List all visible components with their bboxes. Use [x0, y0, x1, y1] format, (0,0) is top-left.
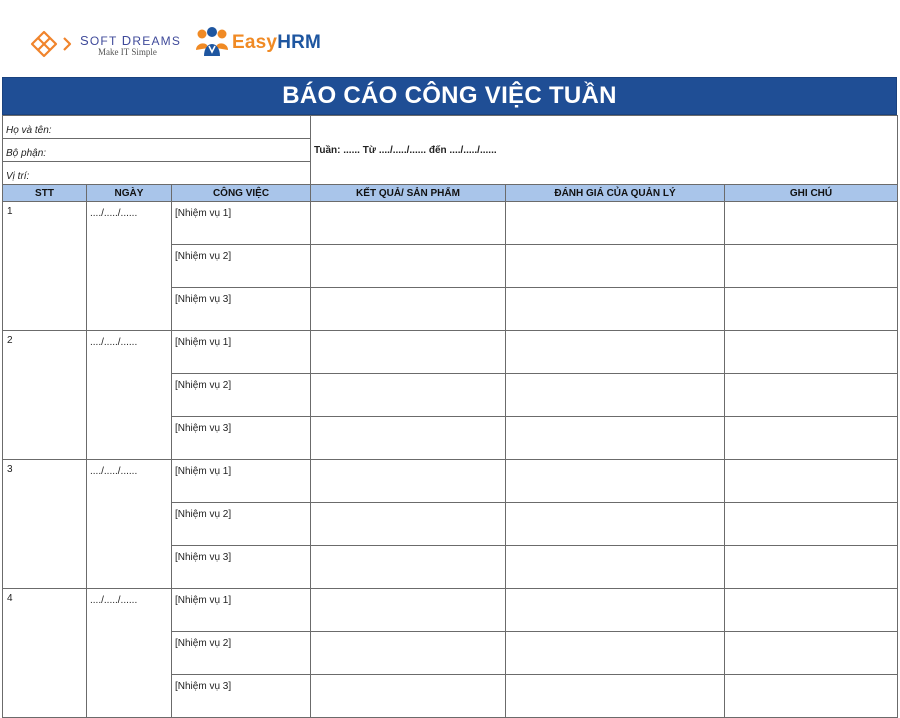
- task-cell[interactable]: [Nhiệm vụ 2]: [172, 245, 311, 288]
- table-row: [3, 460, 898, 503]
- table-row: [3, 331, 898, 374]
- manager-review-cell[interactable]: [506, 546, 725, 589]
- notes-cell[interactable]: [725, 503, 898, 546]
- column-header-date: NGÀY: [87, 185, 172, 202]
- date-cell[interactable]: ..../...../......: [87, 202, 172, 331]
- manager-review-cell[interactable]: [506, 675, 725, 718]
- result-cell[interactable]: [311, 460, 506, 503]
- softdreams-wordmark: SOFT DREAMS: [80, 33, 182, 48]
- field-position-label[interactable]: Vị trí:: [3, 162, 311, 185]
- result-cell[interactable]: [311, 245, 506, 288]
- column-header-result: KẾT QUẢ/ SẢN PHẨM: [311, 185, 506, 202]
- manager-review-cell[interactable]: [506, 589, 725, 632]
- result-cell[interactable]: [311, 417, 506, 460]
- notes-cell[interactable]: [725, 632, 898, 675]
- notes-cell[interactable]: [725, 331, 898, 374]
- field-name-label[interactable]: Họ và tên:: [3, 116, 311, 139]
- task-cell[interactable]: [Nhiệm vụ 2]: [172, 632, 311, 675]
- task-cell[interactable]: [Nhiệm vụ 1]: [172, 202, 311, 245]
- manager-review-cell[interactable]: [506, 417, 725, 460]
- stt-cell: 2: [3, 331, 87, 460]
- softdreams-slogan: Make IT Simple: [98, 47, 157, 57]
- report-title: BÁO CÁO CÔNG VIỆC TUẦN: [2, 77, 897, 115]
- task-cell[interactable]: [Nhiệm vụ 1]: [172, 589, 311, 632]
- easyhrm-wordmark: EasyHRM: [232, 32, 322, 53]
- result-cell[interactable]: [311, 675, 506, 718]
- task-cell[interactable]: [Nhiệm vụ 3]: [172, 417, 311, 460]
- notes-cell[interactable]: [725, 202, 898, 245]
- table-row: [3, 589, 898, 632]
- task-cell[interactable]: [Nhiệm vụ 2]: [172, 503, 311, 546]
- date-cell[interactable]: ..../...../......: [87, 460, 172, 589]
- field-department-label[interactable]: Bộ phận:: [3, 139, 311, 162]
- result-cell[interactable]: [311, 331, 506, 374]
- stt-cell: 3: [3, 460, 87, 589]
- week-range-field[interactable]: Tuần: ...... Từ ..../...../...... đến ..../...../......: [311, 116, 898, 185]
- manager-review-cell[interactable]: [506, 331, 725, 374]
- stt-cell: 1: [3, 202, 87, 331]
- manager-review-cell[interactable]: [506, 503, 725, 546]
- table-row: [3, 202, 898, 245]
- result-cell[interactable]: [311, 632, 506, 675]
- easyhrm-people-icon: [194, 26, 230, 60]
- task-cell[interactable]: [Nhiệm vụ 1]: [172, 331, 311, 374]
- date-cell[interactable]: ..../...../......: [87, 331, 172, 460]
- result-cell[interactable]: [311, 288, 506, 331]
- softdreams-logo: [30, 26, 190, 66]
- stt-cell: 4: [3, 589, 87, 718]
- notes-cell[interactable]: [725, 589, 898, 632]
- report-table: [2, 115, 898, 718]
- notes-cell[interactable]: [725, 675, 898, 718]
- notes-cell[interactable]: [725, 288, 898, 331]
- notes-cell[interactable]: [725, 245, 898, 288]
- manager-review-cell[interactable]: [506, 460, 725, 503]
- column-header-row: [3, 185, 898, 202]
- column-header-task: CÔNG VIỆC: [172, 185, 311, 202]
- task-cell[interactable]: [Nhiệm vụ 2]: [172, 374, 311, 417]
- column-header-manager-review: ĐÁNH GIÁ CỦA QUẢN LÝ: [506, 185, 725, 202]
- softdreams-diamond-icon: [30, 29, 76, 59]
- task-cell[interactable]: [Nhiệm vụ 3]: [172, 675, 311, 718]
- manager-review-cell[interactable]: [506, 202, 725, 245]
- notes-cell[interactable]: [725, 460, 898, 503]
- column-header-stt: STT: [3, 185, 87, 202]
- easyhrm-logo: [194, 26, 334, 66]
- task-cell[interactable]: [Nhiệm vụ 1]: [172, 460, 311, 503]
- result-cell[interactable]: [311, 374, 506, 417]
- manager-review-cell[interactable]: [506, 632, 725, 675]
- task-cell[interactable]: [Nhiệm vụ 3]: [172, 546, 311, 589]
- result-cell[interactable]: [311, 503, 506, 546]
- result-cell[interactable]: [311, 546, 506, 589]
- notes-cell[interactable]: [725, 546, 898, 589]
- result-cell[interactable]: [311, 202, 506, 245]
- notes-cell[interactable]: [725, 374, 898, 417]
- result-cell[interactable]: [311, 589, 506, 632]
- date-cell[interactable]: ..../...../......: [87, 589, 172, 718]
- weekly-report-sheet: [2, 77, 897, 718]
- task-cell[interactable]: [Nhiệm vụ 3]: [172, 288, 311, 331]
- manager-review-cell[interactable]: [506, 288, 725, 331]
- column-header-notes: GHI CHÚ: [725, 185, 898, 202]
- notes-cell[interactable]: [725, 417, 898, 460]
- manager-review-cell[interactable]: [506, 374, 725, 417]
- manager-review-cell[interactable]: [506, 245, 725, 288]
